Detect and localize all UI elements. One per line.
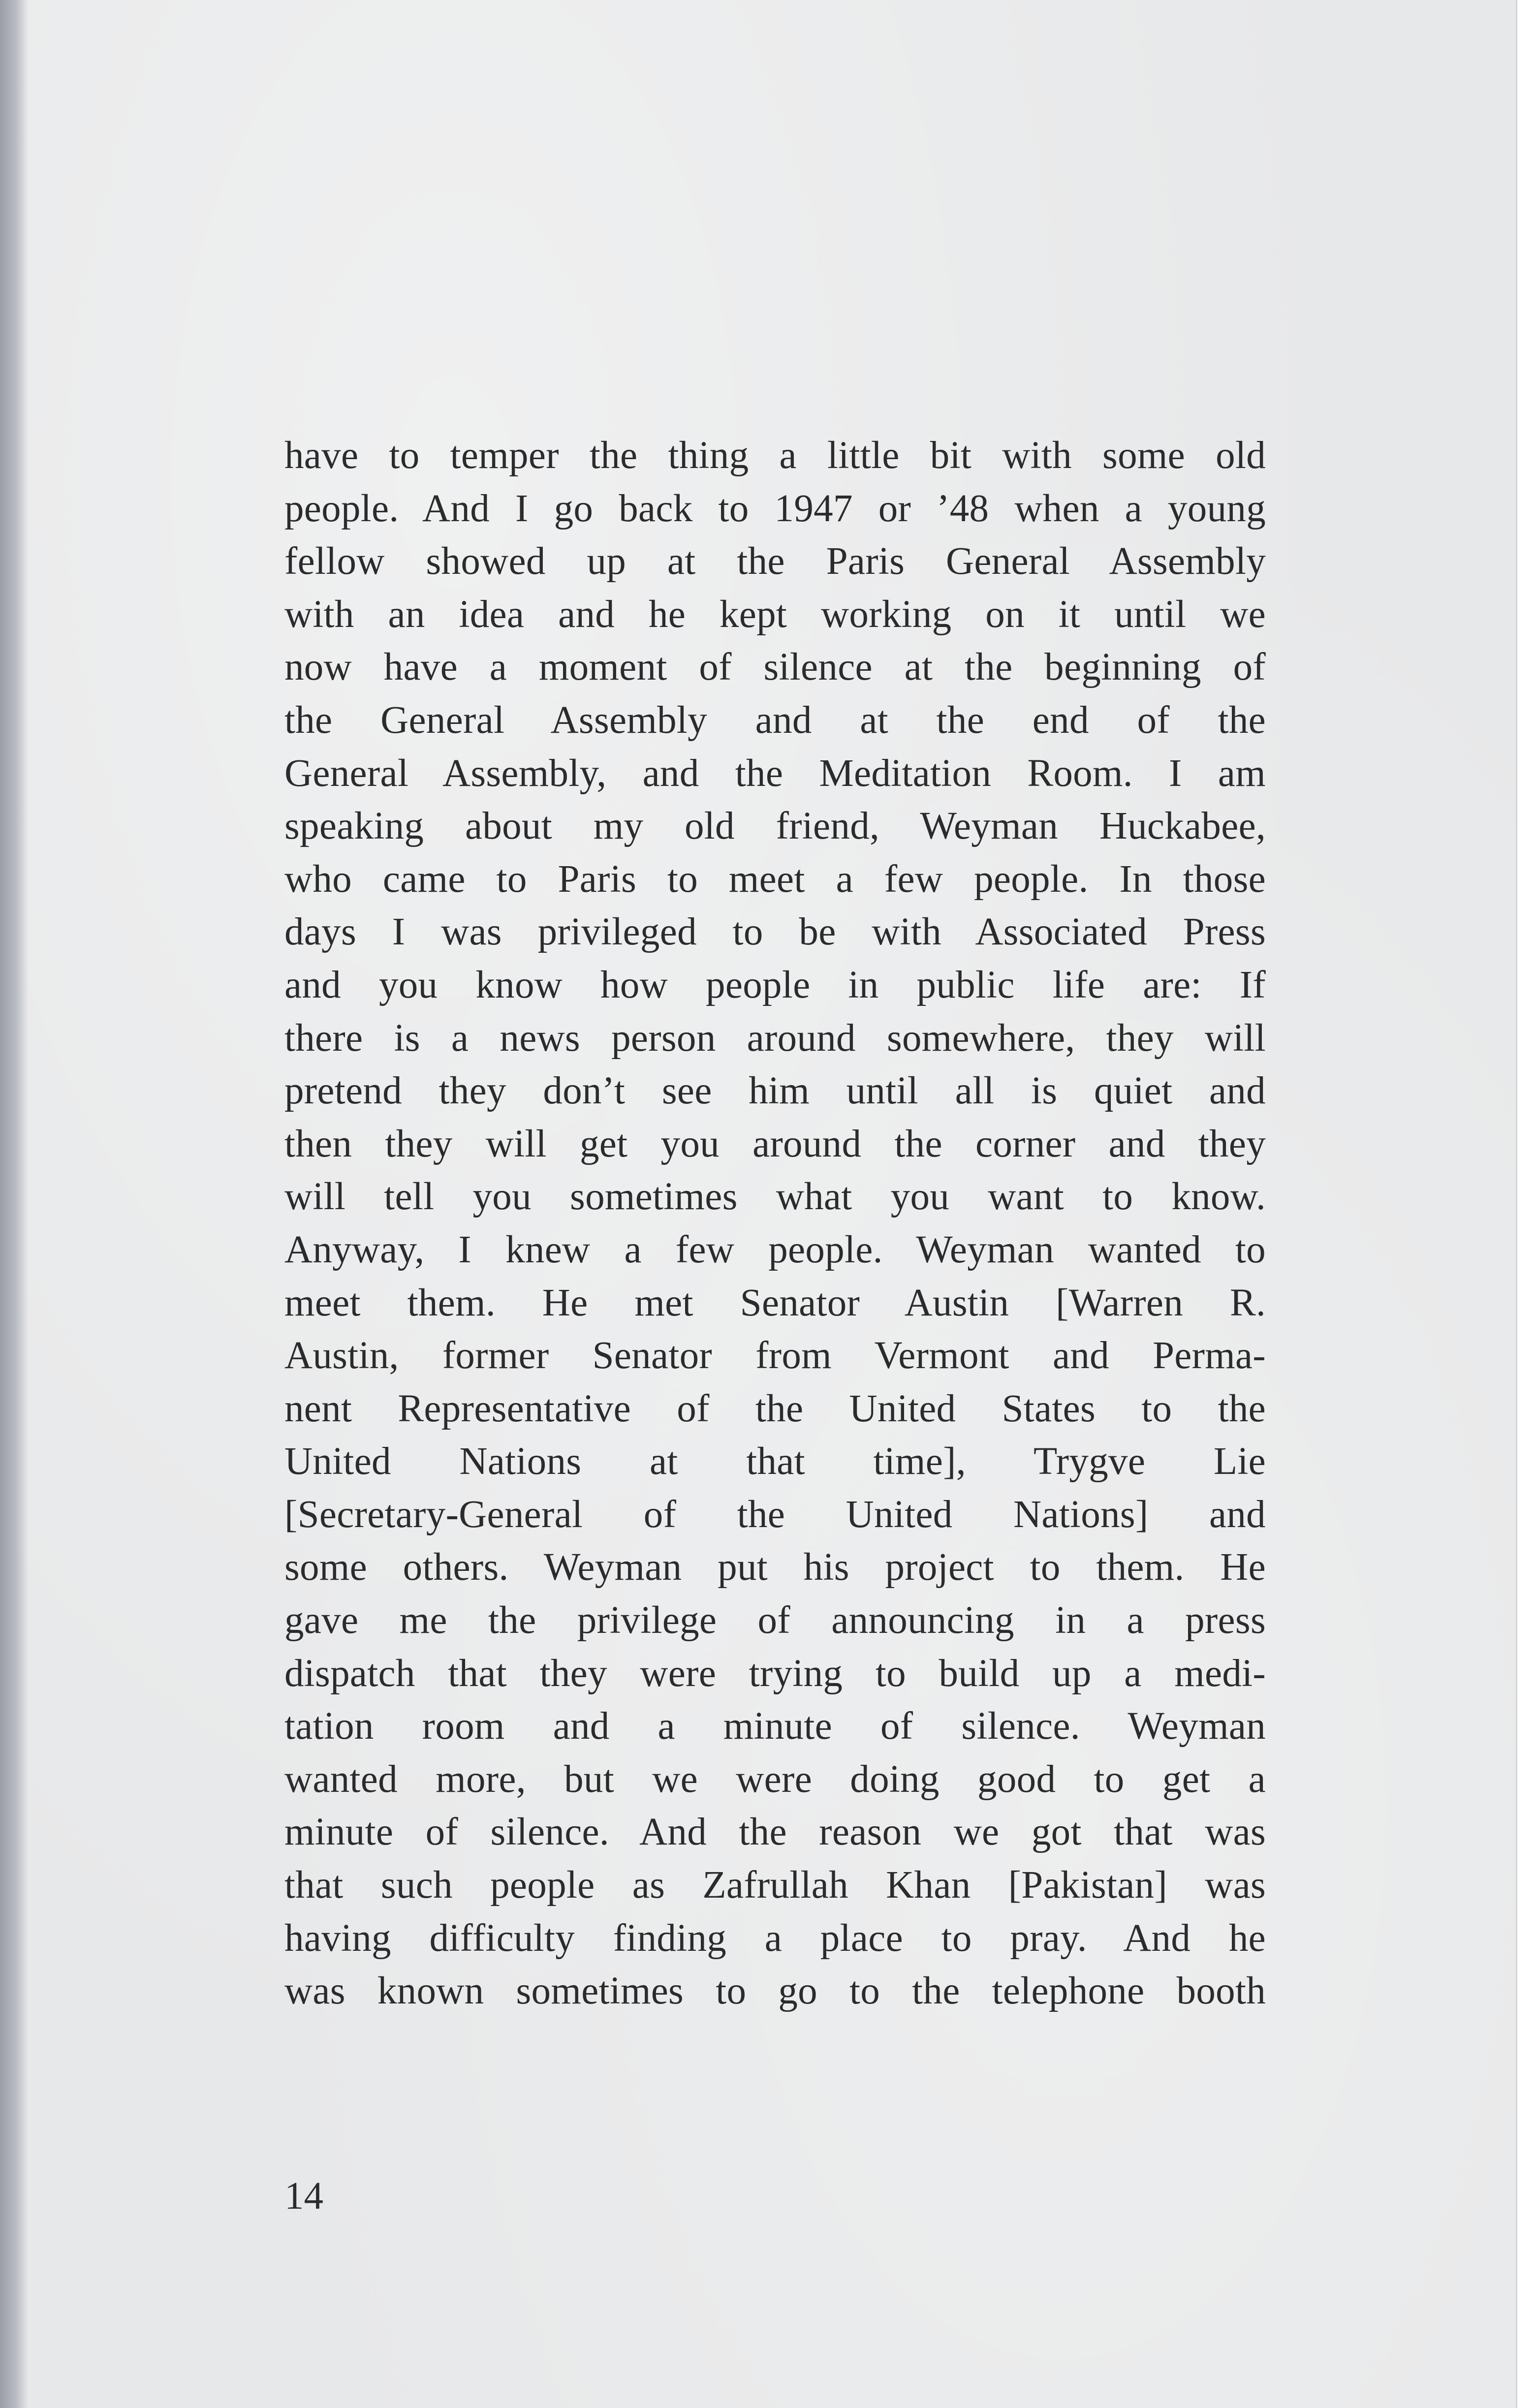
text-line: Anyway, I knew a few people. Weyman wanted to [284, 1228, 1266, 1271]
text-line: minute of silence. And the reason we got that was [284, 1811, 1266, 1854]
text-line: days I was privileged to be with Associated Press [284, 910, 1266, 954]
text-line: pretend they don’t see him until all is quiet and [284, 1069, 1266, 1113]
text-line: tation room and a minute of silence. Weyman [284, 1705, 1266, 1748]
text-line: General Assembly, and the Meditation Room. I am [284, 751, 1266, 795]
text-line: now have a moment of silence at the beginning of [284, 646, 1266, 689]
text-line: then they will get you around the corner and they [284, 1122, 1266, 1165]
text-line: having difficulty finding a place to pray. And he [284, 1916, 1266, 1960]
text-line: [Secretary-General of the United Nations] and [284, 1493, 1266, 1536]
text-line: fellow showed up at the Paris General Assembly [284, 540, 1266, 583]
text-line: with an idea and he kept working on it until we [284, 593, 1266, 636]
text-line: nent Representative of the United States to the [284, 1387, 1266, 1430]
page-number: 14 [284, 2175, 323, 2218]
text-line: speaking about my old friend, Weyman Huckabee, [284, 805, 1266, 848]
text-line: United Nations at that time], Trygve Lie [284, 1440, 1266, 1483]
text-line: Austin, former Senator from Vermont and Perma- [284, 1334, 1266, 1377]
text-line: meet them. He met Senator Austin [Warren R. [284, 1281, 1266, 1324]
text-line: and you know how people in public life are: If [284, 963, 1266, 1006]
text-line: was known sometimes to go to the telephone booth [284, 1970, 1266, 2013]
binding-shadow [0, 0, 29, 2408]
text-line: have to temper the thing a little bit with some old [284, 434, 1266, 477]
text-line: some others. Weyman put his project to them. He [284, 1546, 1266, 1589]
text-line: gave me the privilege of announcing in a press [284, 1599, 1266, 1642]
text-line: the General Assembly and at the end of the [284, 698, 1266, 742]
text-line: people. And I go back to 1947 or ’48 when a young [284, 487, 1266, 530]
text-line: will tell you sometimes what you want to know. [284, 1175, 1266, 1219]
text-line: that such people as Zafrullah Khan [Pakistan] was [284, 1864, 1266, 1907]
text-line: dispatch that they were trying to build up a medi- [284, 1652, 1266, 1695]
text-line: wanted more, but we were doing good to get a [284, 1757, 1266, 1801]
text-line: there is a news person around somewhere, they will [284, 1016, 1266, 1060]
text-line: who came to Paris to meet a few people. In those [284, 857, 1266, 901]
body-text [284, 429, 1266, 2018]
